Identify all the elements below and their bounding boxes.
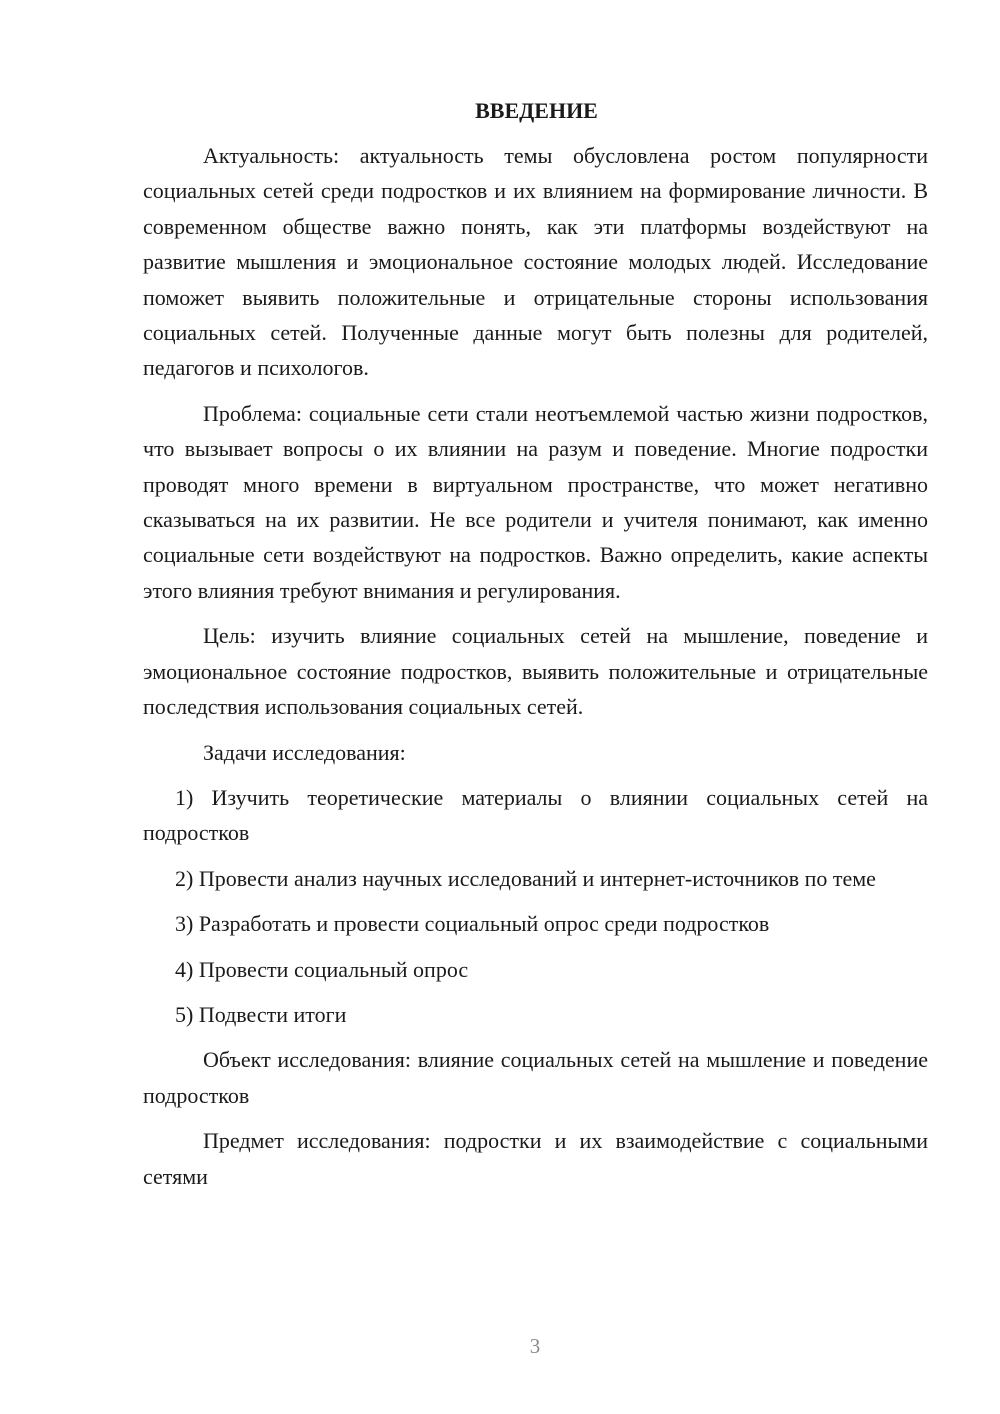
goal-paragraph: Цель: изучить влияние социальных сетей на мышление, поведение и эмоциональное состояние подростков, выявить положительные и отрицательные последствия использования социальных сетей. xyxy=(143,623,928,720)
relevance-paragraph: Актуальность: актуальность темы обусловлена ростом популярности социальных сетей среди подростков и их влиянием на формирование личности. В современном обществе важно понять, как эти платформы воздействуют на развитие мышления и эмоциональное состояние молодых людей. Исследование поможет выявить положительные и отрицательные стороны использования социальных сетей. Полученные данные могут быть полезны для родителей, педагогов и психологов. xyxy=(143,143,928,381)
subject-paragraph: Предмет исследования: подростки и их взаимодействие с социальными сетями xyxy=(143,1128,928,1189)
task-item-2: 2) Провести анализ научных исследований и интернет-источников по теме xyxy=(175,865,876,891)
task-item-3: 3) Разработать и провести социальный опрос среди подростков xyxy=(175,911,770,937)
page-number: 3 xyxy=(529,1334,541,1358)
object-paragraph: Объект исследования: влияние социальных сетей на мышление и поведение подростков xyxy=(143,1047,928,1108)
document-page xyxy=(143,96,928,1204)
task-item-5: 5) Подвести итоги xyxy=(175,1001,347,1027)
task-item-1: 1) Изучить теоретические материалы о влиянии социальных сетей на подростков xyxy=(143,784,928,846)
page-title: ВВЕДЕНИЕ xyxy=(475,98,598,123)
problem-paragraph: Проблема: социальные сети стали неотъемлемой частью жизни подростков, что вызывает вопросы о их влиянии на разум и поведение. Многие подростки проводят много времени в виртуальном пространстве, что может негативно сказываться на их развитии. Не все родители и учителя понимают, как именно социальные сети воздействуют на подростков. Важно определить, какие аспекты этого влияния требуют внимания и регулирования. xyxy=(143,400,928,603)
tasks-title: Задачи исследования: xyxy=(203,739,406,765)
task-item-4: 4) Провести социальный опрос xyxy=(175,956,469,982)
